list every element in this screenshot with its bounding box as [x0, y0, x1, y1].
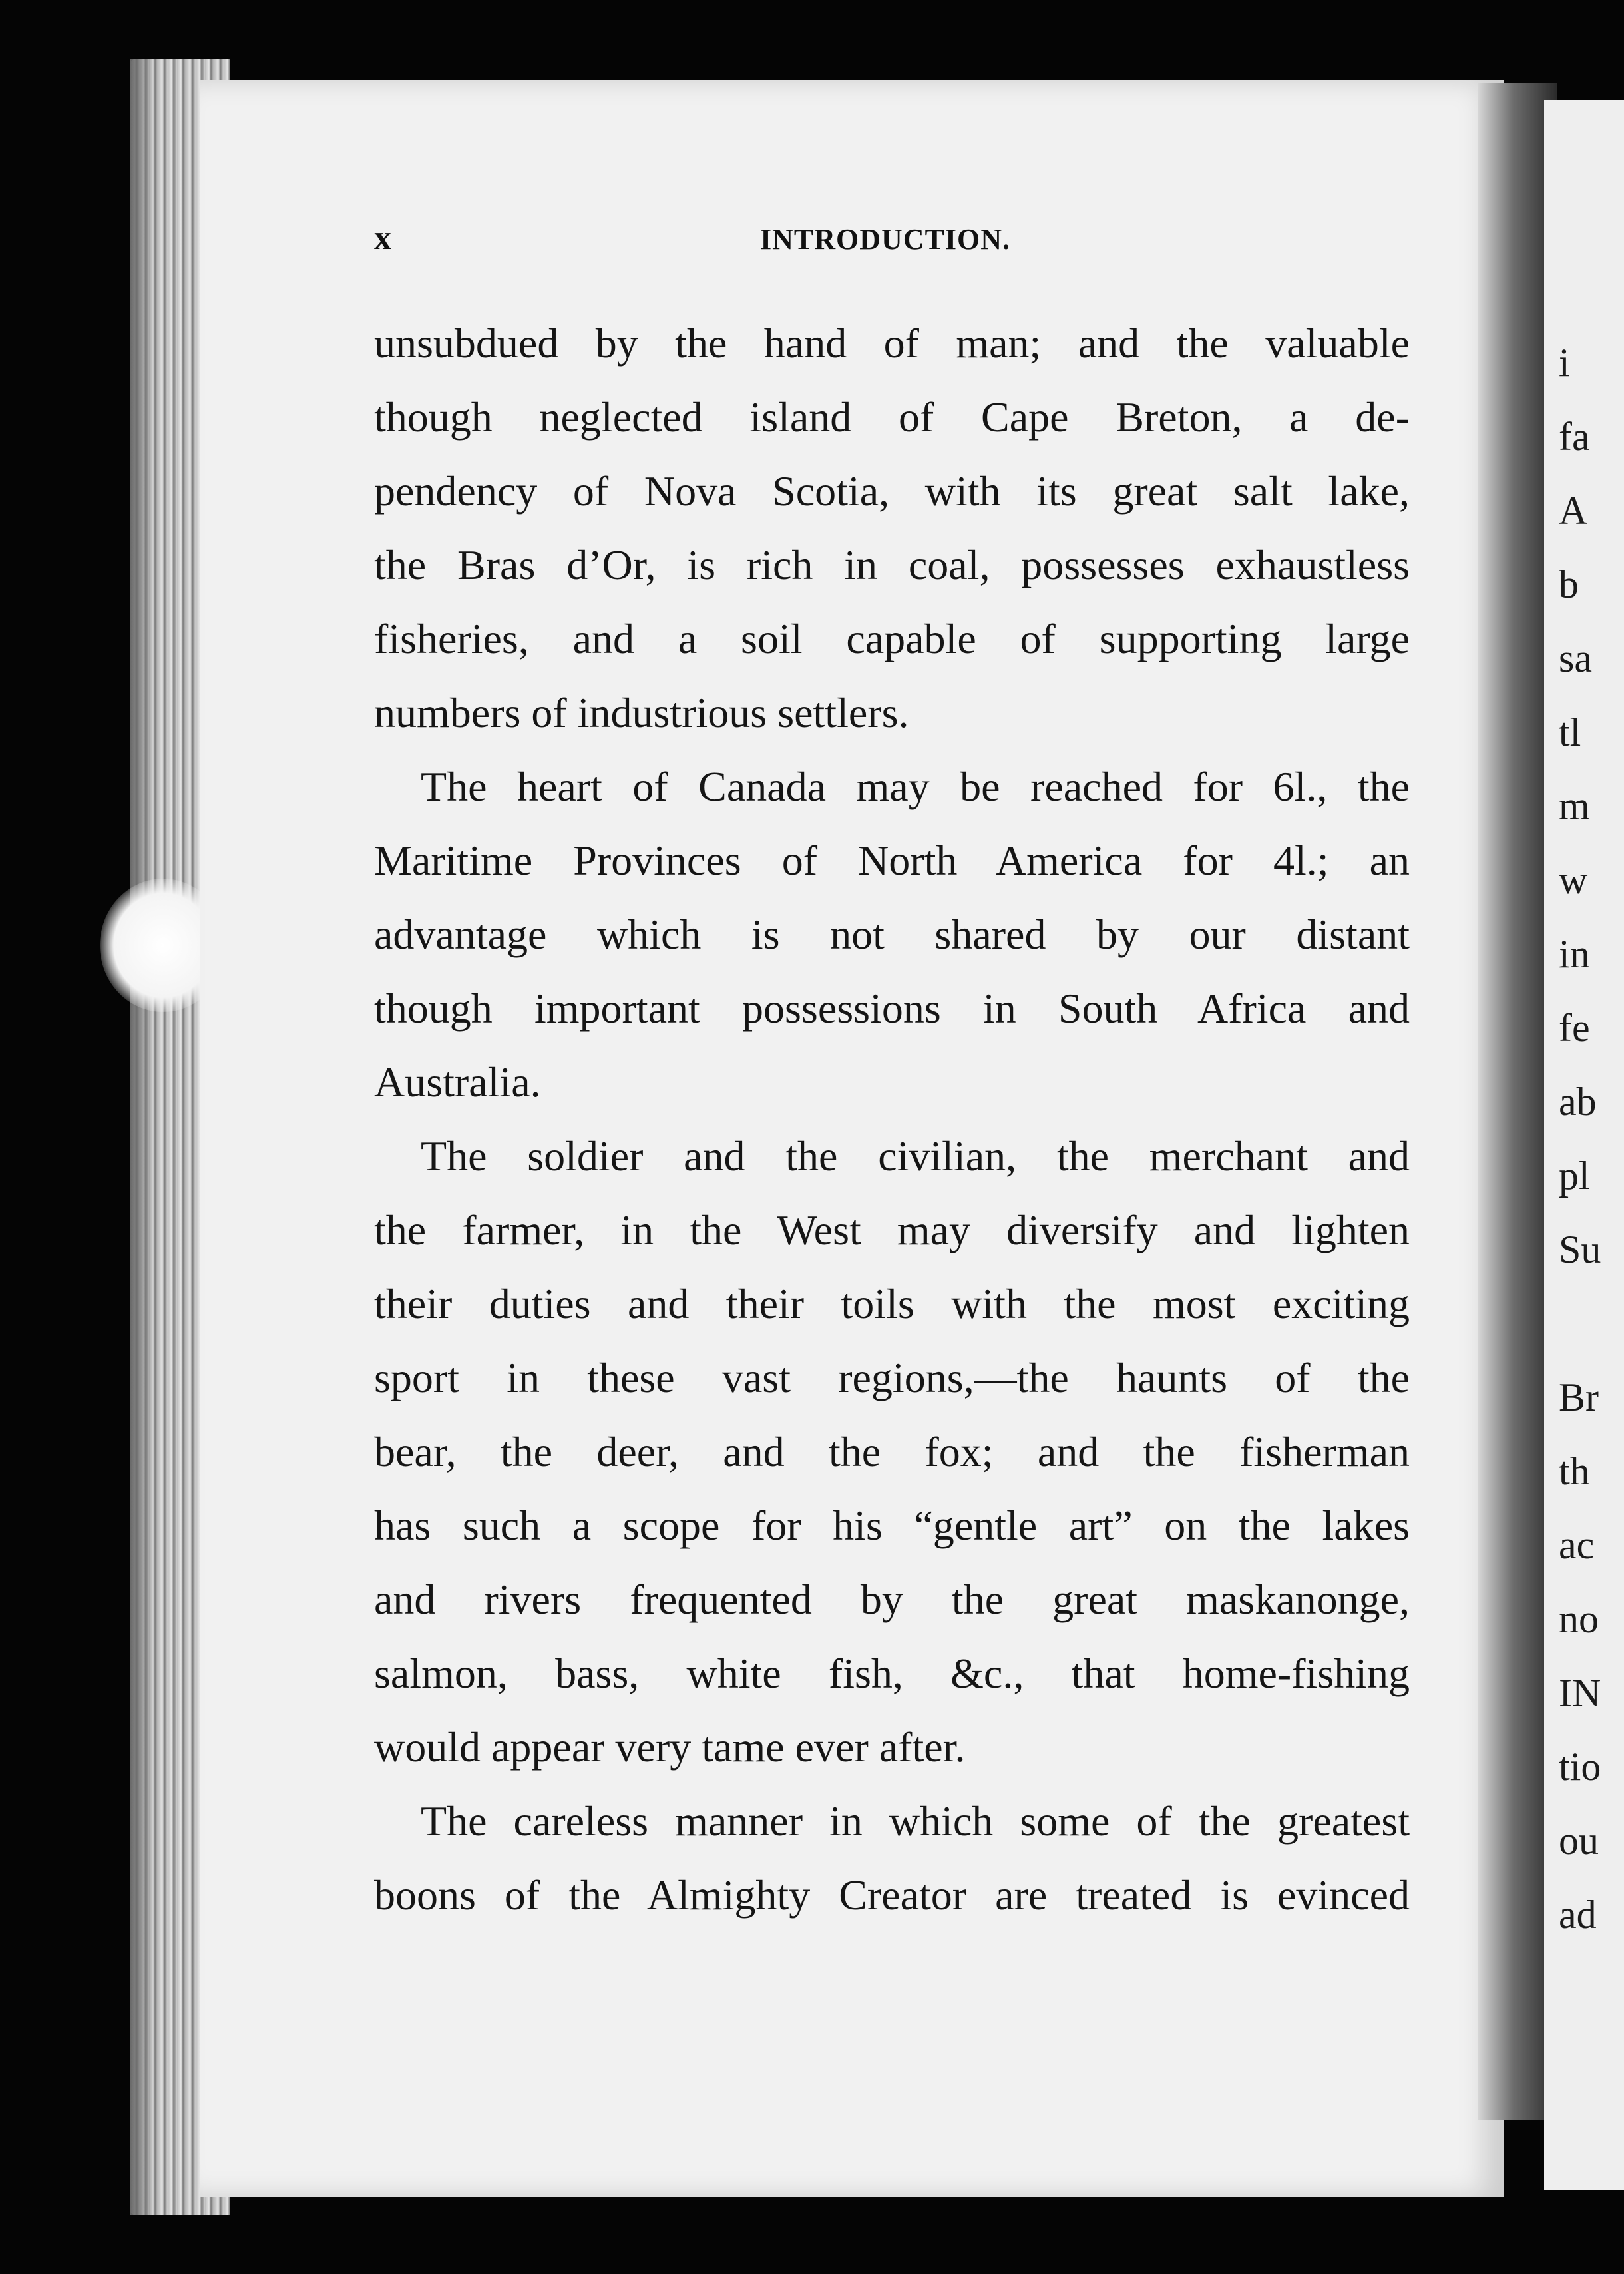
page-number: x [374, 219, 391, 257]
facing-fragment: ac [1559, 1523, 1595, 1567]
facing-fragment: no [1559, 1597, 1599, 1641]
text-line: their duties and their toils with the most exciting [374, 1280, 1410, 1327]
page-edges-shadow [130, 59, 157, 2215]
facing-fragment: ad [1559, 1893, 1597, 1936]
facing-fragment: m [1559, 784, 1590, 828]
facing-fragment: ou [1559, 1819, 1599, 1863]
running-title: INTRODUCTION. [760, 223, 1011, 256]
facing-page [1544, 100, 1624, 2190]
text-line: numbers of industrious settlers. [374, 689, 909, 736]
text-line: pendency of Nova Scotia, with its great salt lake, [374, 467, 1410, 515]
facing-fragment: sa [1559, 636, 1592, 680]
text-line: the Bras d’Or, is rich in coal, possesses exhaustless [374, 541, 1410, 588]
facing-fragment: IN [1559, 1671, 1601, 1715]
facing-fragment: b [1559, 563, 1579, 606]
text-line: The heart of Canada may be reached for 6l., the [421, 763, 1410, 810]
text-line: Maritime Provinces of North America for 4l.; an [374, 837, 1410, 884]
text-line: The soldier and the civilian, the merchant and [421, 1132, 1410, 1180]
facing-fragment: ab [1559, 1080, 1597, 1124]
text-line: the farmer, in the West may diversify and lighten [374, 1206, 1410, 1253]
facing-fragment: i [1559, 341, 1570, 385]
facing-fragment: w [1559, 858, 1588, 902]
text-line: though neglected island of Cape Breton, a de- [374, 393, 1410, 441]
text-line: sport in these vast regions,—the haunts of the [374, 1354, 1410, 1401]
facing-fragment: A [1559, 489, 1588, 533]
facing-fragment: pl [1559, 1154, 1590, 1198]
text-line: and rivers frequented by the great maskanonge, [374, 1576, 1410, 1623]
body-text [374, 306, 1410, 1932]
facing-fragment: tio [1559, 1745, 1601, 1789]
facing-fragment: Br [1559, 1375, 1599, 1419]
text-line: salmon, bass, white fish, &c., that home-fishing [374, 1650, 1410, 1697]
text-line: The careless manner in which some of the greatest [421, 1797, 1410, 1845]
facing-fragment: in [1559, 932, 1590, 976]
facing-fragment: th [1559, 1449, 1590, 1493]
text-line: though important possessions in South Africa and [374, 985, 1410, 1032]
text-line: would appear very tame ever after. [374, 1723, 966, 1771]
text-line: fisheries, and a soil capable of supporting large [374, 615, 1410, 662]
facing-fragment: Su [1559, 1228, 1601, 1271]
text-line: Australia. [374, 1058, 541, 1106]
text-line: bear, the deer, and the fox; and the fisherman [374, 1428, 1410, 1475]
facing-fragment: tl [1559, 710, 1581, 754]
facing-fragment: fa [1559, 415, 1590, 459]
text-line: boons of the Almighty Creator are treated is evinced [374, 1871, 1410, 1919]
running-header [374, 218, 1406, 265]
text-line: has such a scope for his “gentle art” on the lakes [374, 1502, 1410, 1549]
facing-page-text [1559, 326, 1601, 1952]
text-line: advantage which is not shared by our distant [374, 911, 1410, 958]
facing-fragment: fe [1559, 1006, 1590, 1050]
text-line: unsubdued by the hand of man; and the valuable [374, 320, 1410, 367]
facing-fragment [1559, 1287, 1601, 1361]
